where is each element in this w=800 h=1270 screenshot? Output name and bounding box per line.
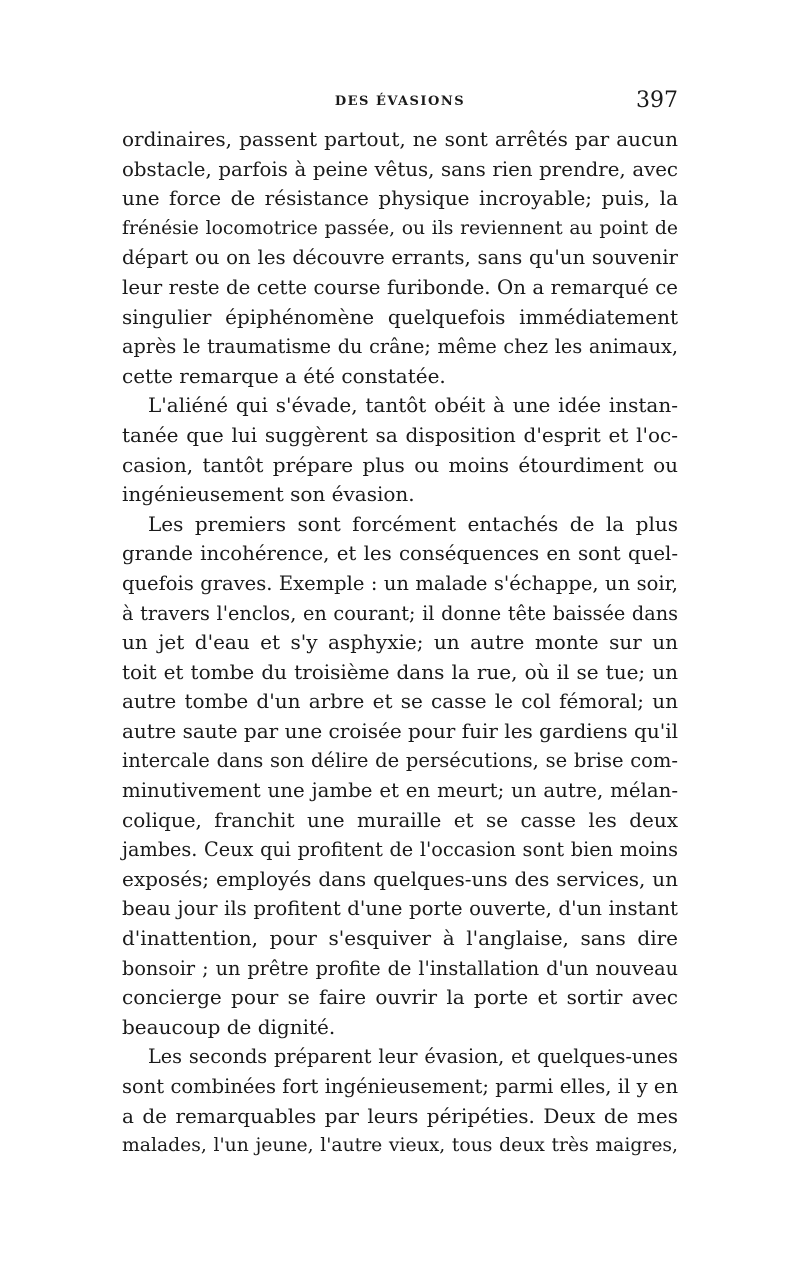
text-line: autre saute par une croisée pour fuir les gardiens qu'il (122, 718, 678, 743)
text-line: minutivement une jambe et en meurt; un autre, mélan- (122, 779, 678, 803)
text-line: sont combinées fort ingénieusement; parmi elles, il y en (122, 1075, 678, 1098)
page-number: 397 (636, 88, 678, 113)
text-line: un jet d'eau et s'y asphyxie; un autre monte sur un (122, 630, 678, 655)
text-line: quefois graves. Exemple : un malade s'échappe, un soir, (122, 571, 678, 595)
text-line: bonsoir ; un prêtre profite de l'installation d'un nouveau (122, 956, 678, 980)
text-line: autre tombe d'un arbre et se casse le col fémoral; un (122, 689, 678, 714)
text-line: exposés; employés dans quelques-uns des services, un (122, 866, 678, 891)
text-line: ordinaires, passent partout, ne sont arrêtés par aucun (122, 127, 678, 151)
text-line: concierge pour se faire ouvrir la porte et sortir avec (122, 985, 678, 1010)
text-line: frénésie locomotrice passée, ou ils reviennent au point de (122, 217, 678, 239)
text-line: beaucoup de dignité. (122, 1014, 336, 1039)
paragraph-start-line: L'aliéné qui s'évade, tantôt obéit à une idée instan- (148, 393, 678, 418)
text-line: jambes. Ceux qui profitent de l'occasion sont bien moins (122, 838, 678, 862)
text-line: après le traumatisme du crâne; même chez les animaux, (122, 335, 678, 359)
text-line: intercale dans son délire de persécutions, se brise com- (122, 749, 678, 773)
text-line: tanée que lui suggèrent sa disposition d'esprit et l'oc- (122, 422, 678, 447)
text-line: départ ou on les découvre errants, sans qu'un souvenir (122, 246, 678, 270)
text-line: toit et tombe du troisième dans la rue, où il se tue; un (122, 659, 678, 684)
text-line: colique, franchit une muraille et se casse les deux (122, 807, 678, 832)
text-line: casion, tantôt prépare plus ou moins étourdiment ou (122, 452, 678, 477)
paragraph-start-line: Les seconds préparent leur évasion, et quelques-unes (148, 1045, 678, 1069)
text-line: obstacle, parfois à peine vêtus, sans rien prendre, avec (122, 157, 678, 181)
body-text (122, 125, 678, 1161)
text-line: leur reste de cette course furibonde. On a remarqué ce (122, 275, 678, 299)
text-line: a de remarquables par leurs péripéties. Deux de mes (122, 1103, 678, 1128)
text-line: malades, l'un jeune, l'autre vieux, tous deux très maigres, (122, 1135, 678, 1157)
running-head (122, 88, 678, 118)
text-line: beau jour ils profitent d'une porte ouverte, d'un instant (122, 897, 678, 921)
text-line: d'inattention, pour s'esquiver à l'anglaise, sans dire (122, 926, 678, 951)
running-title: DES ÉVASIONS (334, 94, 466, 109)
text-line: une force de résistance physique incroyable; puis, la (122, 186, 678, 211)
text-line: grande incohérence, et les conséquences en sont quel- (122, 542, 678, 566)
text-line: cette remarque a été constatée. (122, 363, 446, 388)
paragraph-start-line: Les premiers sont forcément entachés de la plus (148, 511, 678, 536)
text-line: singulier épiphénomène quelquefois immédiatement (122, 304, 678, 329)
text-line: à travers l'enclos, en courant; il donne tête baissée dans (122, 601, 678, 625)
text-line: ingénieusement son évasion. (122, 482, 415, 507)
